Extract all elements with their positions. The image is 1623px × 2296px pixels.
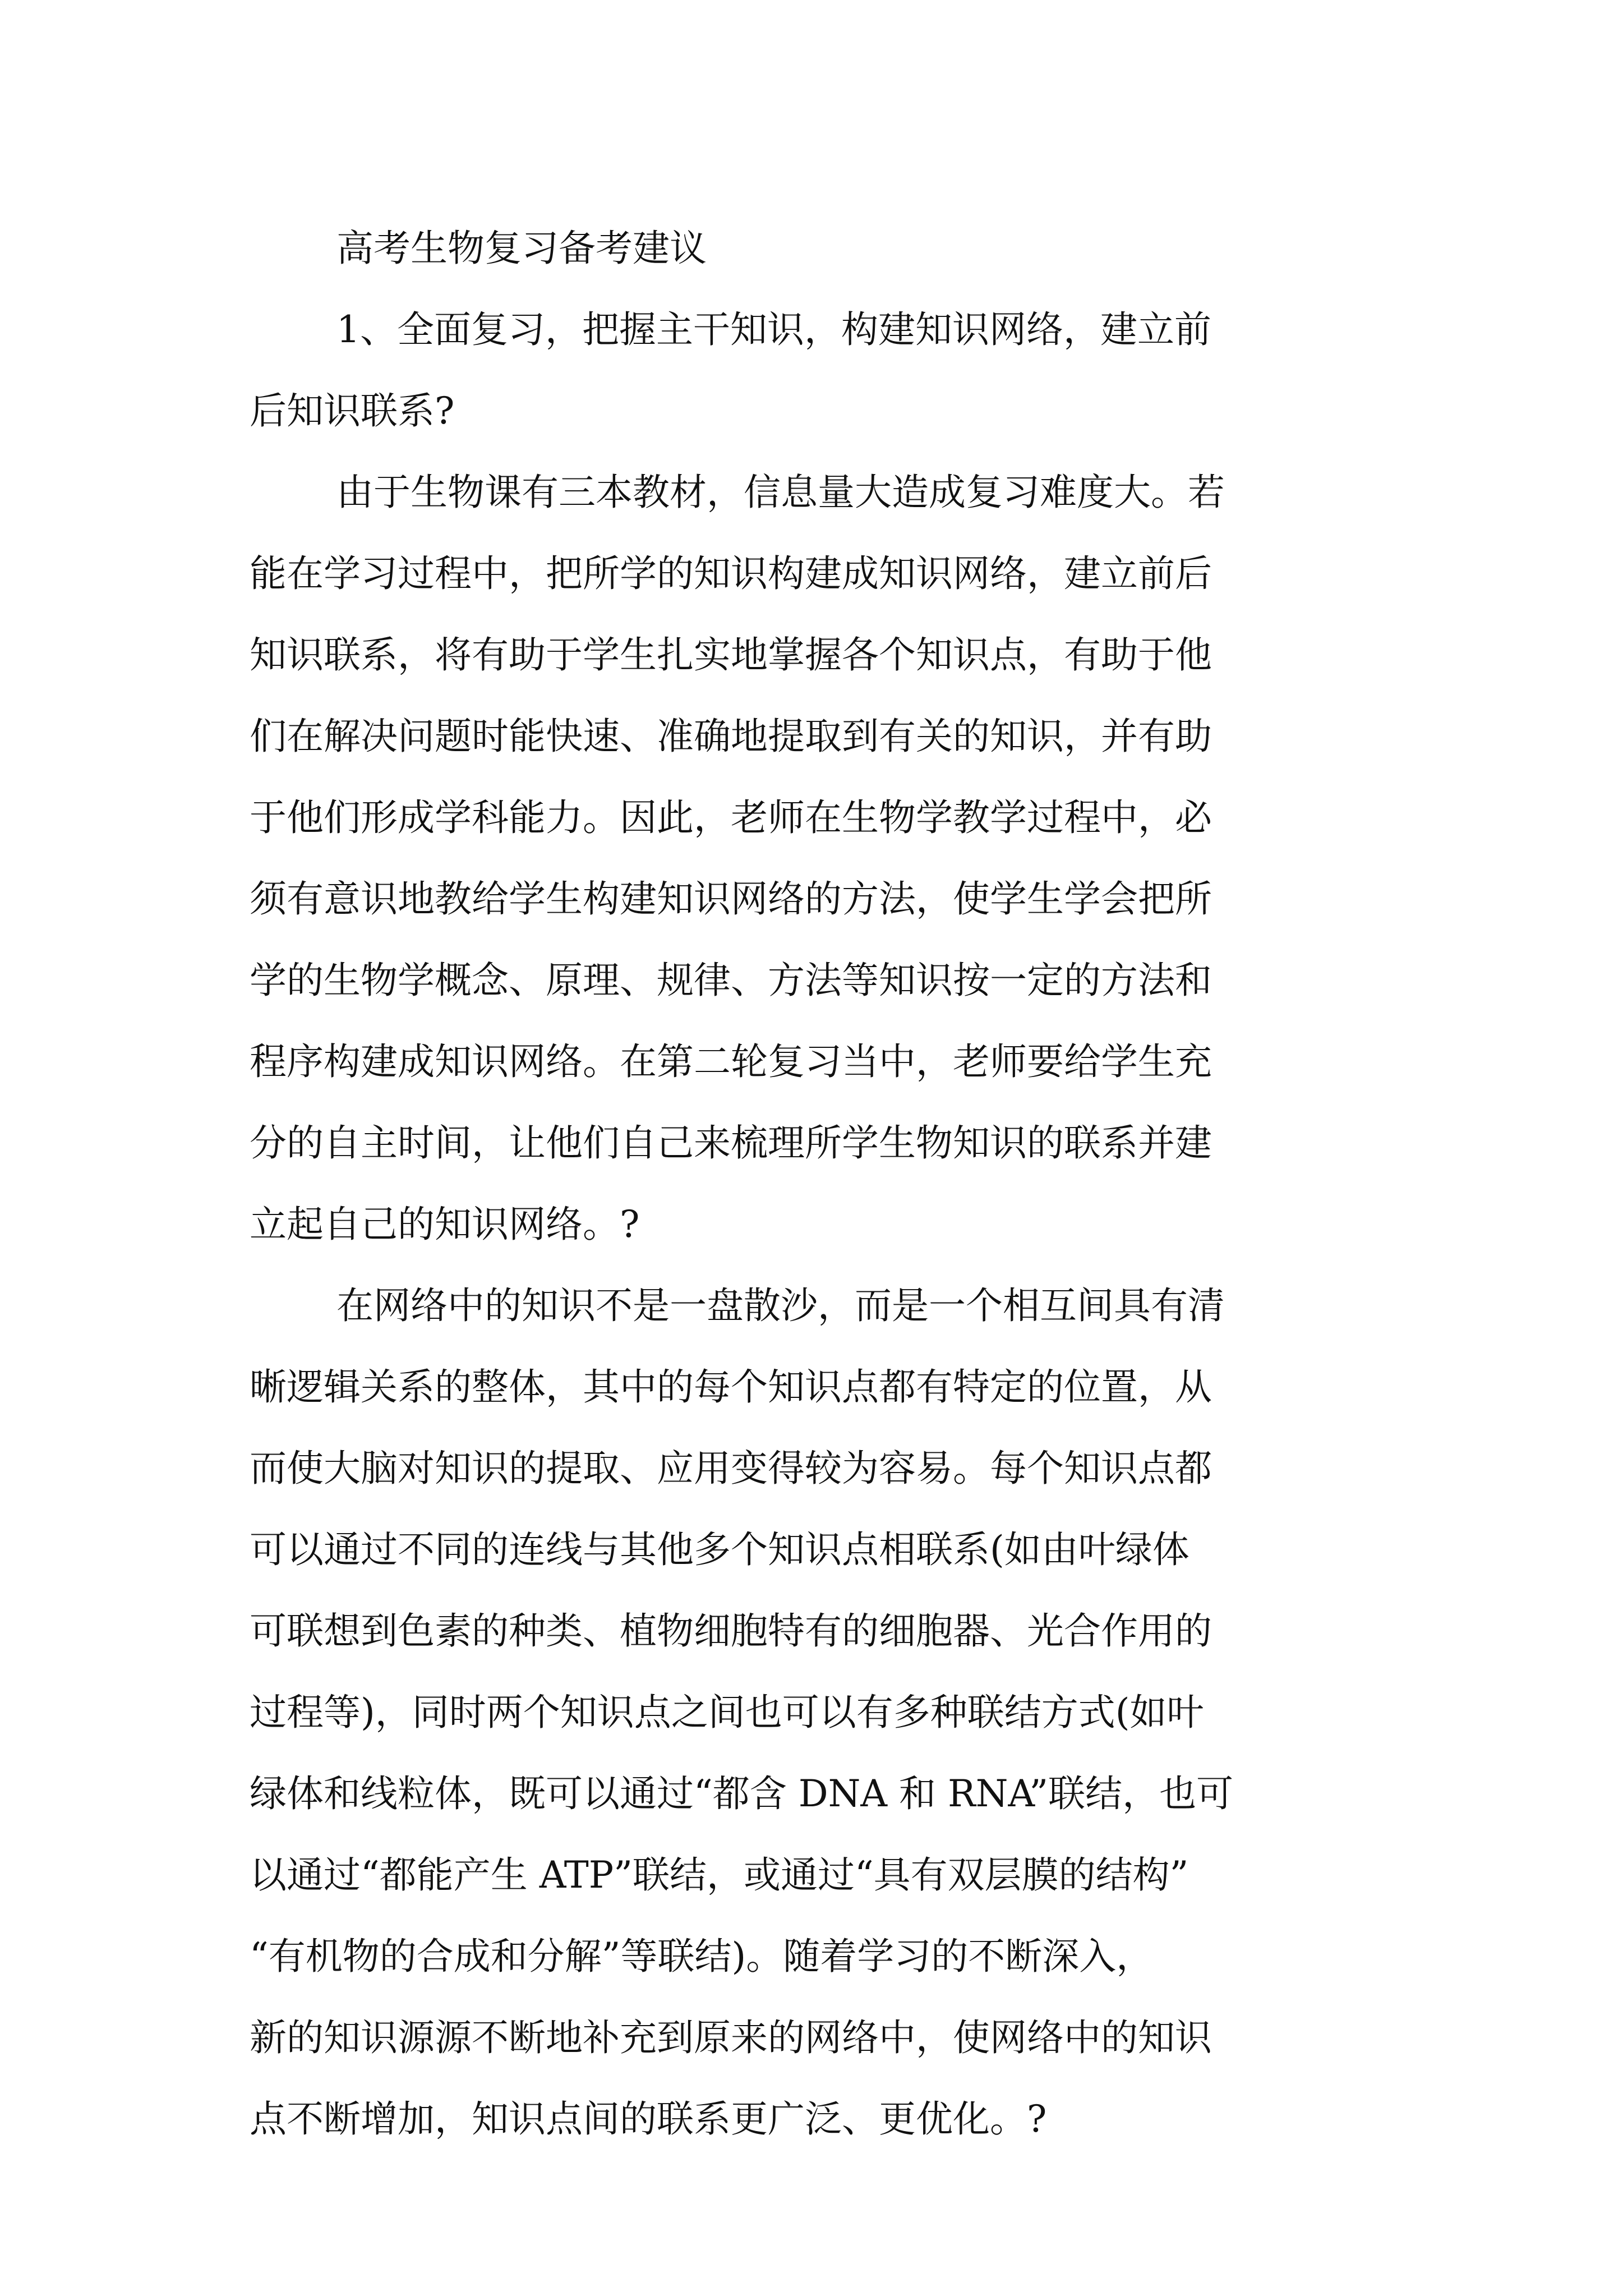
section-heading: 1、全面复习，把握主干知识，构建知识网络，建立前 (336, 308, 1211, 351)
paragraph-line: 而使大脑对知识的提取、应用变得较为容易。每个知识点都 (250, 1447, 1212, 1490)
paragraph-line: 点不断增加，知识点间的联系更广泛、更优化。? (250, 2097, 1047, 2141)
paragraph-line: 绿体和线粒体，既可以通过“都含 DNA 和 RNA”联结，也可 (250, 1772, 1234, 1815)
paragraph-line: 须有意识地教给学生构建知识网络的方法，使学生学会把所 (250, 877, 1212, 921)
paragraph-line: 由于生物课有三本教材，信息量大造成复习难度大。若 (336, 471, 1225, 514)
paragraph-line: “有机物的合成和分解”等联结)。随着学习的不断深入， (250, 1935, 1154, 1978)
paragraph-line: 们在解决问题时能快速、准确地提取到有关的知识，并有助 (250, 715, 1212, 758)
section-heading-continued: 后知识联系? (250, 389, 455, 432)
paragraph-line: 分的自主时间，让他们自己来梳理所学生物知识的联系并建 (250, 1121, 1212, 1165)
paragraph-line: 在网络中的知识不是一盘散沙，而是一个相互间具有清 (336, 1284, 1225, 1327)
paragraph-line: 程序构建成知识网络。在第二轮复习当中，老师要给学生充 (250, 1040, 1212, 1083)
document-body (250, 208, 1377, 2160)
paragraph-line: 新的知识源源不断地补充到原来的网络中，使网络中的知识 (250, 2016, 1212, 2059)
paragraph-line: 过程等)，同时两个知识点之间也可以有多种联结方式(如叶 (250, 1691, 1204, 1734)
paragraph-line: 可以通过不同的连线与其他多个知识点相联系(如由叶绿体 (250, 1528, 1189, 1571)
paragraph-line: 于他们形成学科能力。因此，老师在生物学教学过程中，必 (250, 796, 1212, 839)
paragraph-line: 晰逻辑关系的整体，其中的每个知识点都有特定的位置，从 (250, 1365, 1212, 1409)
paragraph-line: 知识联系，将有助于学生扎实地掌握各个知识点，有助于他 (250, 633, 1212, 677)
paragraph-line: 可联想到色素的种类、植物细胞特有的细胞器、光合作用的 (250, 1609, 1212, 1653)
paragraph-line: 学的生物学概念、原理、规律、方法等知识按一定的方法和 (250, 959, 1212, 1002)
document-title: 高考生物复习备考建议 (336, 227, 707, 270)
paragraph-line: 立起自己的知识网络。? (250, 1203, 640, 1246)
paragraph-line: 能在学习过程中，把所学的知识构建成知识网络，建立前后 (250, 552, 1212, 595)
paragraph-line: 以通过“都能产生 ATP”联结，或通过“具有双层膜的结构” (250, 1853, 1189, 1897)
